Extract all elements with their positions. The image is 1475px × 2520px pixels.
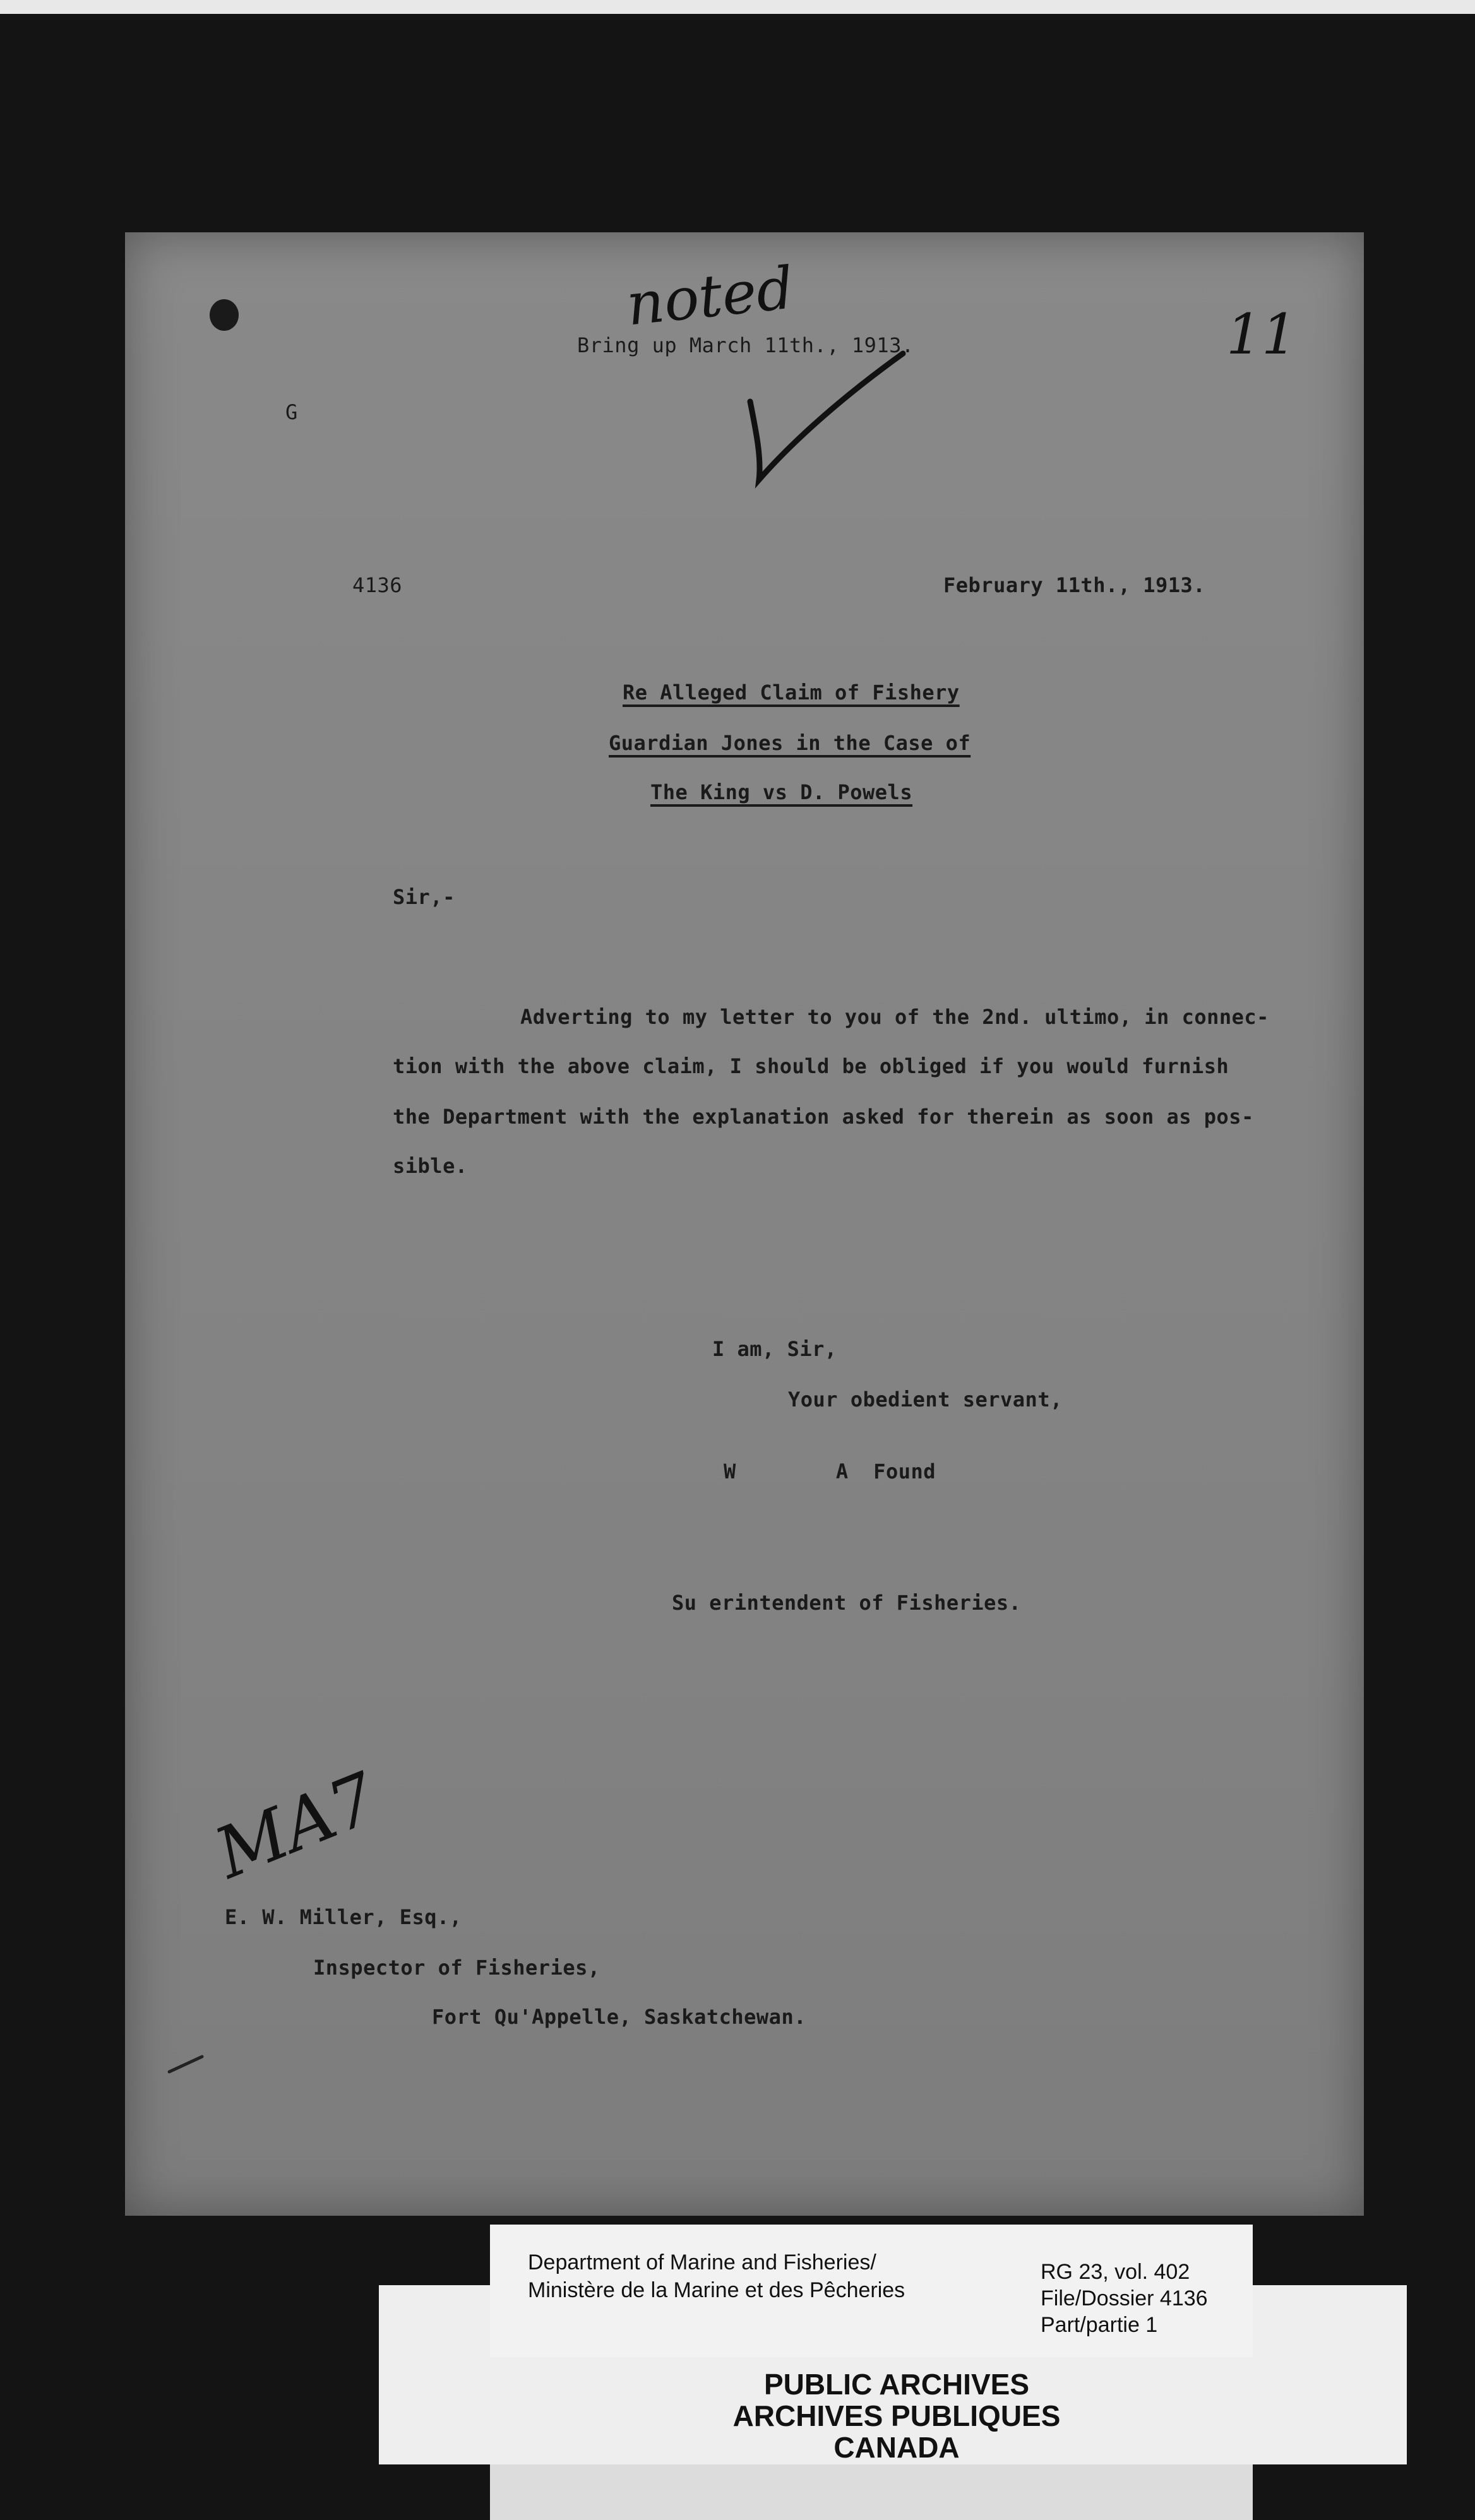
file-dossier: File/Dossier 4136 bbox=[1041, 2286, 1208, 2310]
public-archives-stamp bbox=[682, 2368, 1111, 2463]
archive-label-card bbox=[490, 2225, 1253, 2357]
signature-title: Su erintendent of Fisheries. bbox=[672, 1591, 1022, 1615]
recipient-line-3: Fort Qu'Appelle, Saskatchewan. bbox=[432, 2005, 806, 2029]
letter-date: February 11th., 1913. bbox=[943, 573, 1206, 597]
file-number: 4136 bbox=[352, 573, 403, 597]
subject-line-2: Guardian Jones in the Case of bbox=[609, 731, 971, 755]
department-french: Ministère de la Marine et des Pêcheries bbox=[528, 2278, 905, 2302]
stamp-line-3: CANADA bbox=[833, 2431, 960, 2464]
film-bottom-strip bbox=[490, 2464, 1253, 2520]
body-line-3: the Department with the explanation asked for therein as soon as pos- bbox=[393, 1105, 1254, 1129]
stamp-line-1: PUBLIC ARCHIVES bbox=[764, 2368, 1029, 2401]
recipient-line-1: E. W. Miller, Esq., bbox=[225, 1905, 462, 1929]
part-partie: Part/partie 1 bbox=[1041, 2313, 1158, 2337]
stray-pen-mark bbox=[167, 2050, 205, 2076]
check-mark-icon bbox=[744, 345, 908, 490]
signature: W A Found bbox=[724, 1459, 936, 1483]
archive-label-reference bbox=[1041, 2259, 1208, 2338]
closing-line-1: I am, Sir, bbox=[712, 1337, 837, 1361]
handwritten-initials: MA7 bbox=[204, 1757, 388, 1894]
body-line-4: sible. bbox=[393, 1154, 468, 1178]
punch-hole bbox=[210, 299, 239, 331]
handwritten-noted-annotation: noted bbox=[623, 254, 797, 339]
bring-up-note: Bring up March 11th., 1913. bbox=[577, 333, 914, 357]
salutation: Sir,- bbox=[393, 885, 455, 909]
archive-band-left-tab bbox=[379, 2285, 490, 2361]
department-english: Department of Marine and Fisheries/ bbox=[528, 2250, 876, 2274]
recipient-line-2: Inspector of Fisheries, bbox=[313, 1956, 600, 1980]
body-line-2: tion with the above claim, I should be obliged if you would furnish bbox=[393, 1054, 1229, 1078]
subject-line-1: Re Alleged Claim of Fishery bbox=[623, 681, 960, 704]
closing-line-2: Your obedient servant, bbox=[788, 1388, 1063, 1412]
letter-page bbox=[125, 232, 1364, 2216]
archive-label-department bbox=[528, 2249, 905, 2304]
archive-band-right-tab bbox=[1253, 2285, 1407, 2361]
body-line-1: Adverting to my letter to you of the 2nd. ultimo, in connec- bbox=[520, 1005, 1269, 1029]
page-number: 11 bbox=[1226, 302, 1297, 367]
stamp-line-2: ARCHIVES PUBLIQUES bbox=[732, 2399, 1061, 2432]
subject-line-3: The King vs D. Powels bbox=[650, 780, 913, 804]
film-edge-strip bbox=[0, 0, 1475, 14]
record-group: RG 23, vol. 402 bbox=[1041, 2260, 1190, 2284]
margin-mark: G bbox=[285, 400, 298, 424]
